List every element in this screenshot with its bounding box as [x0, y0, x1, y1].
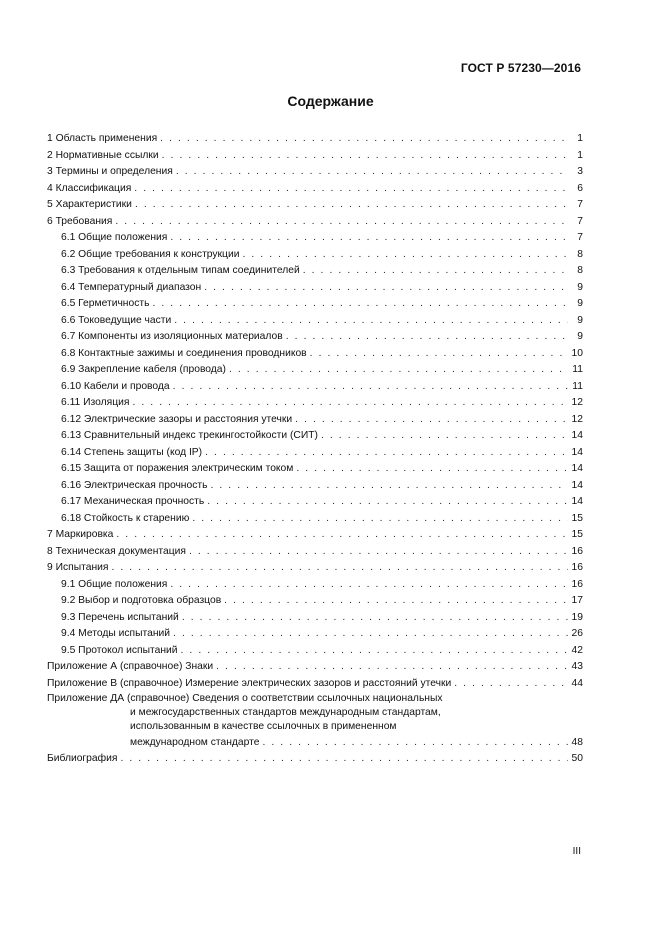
toc-entry-label: Библиография — [47, 753, 118, 764]
toc-entry-page: 14 — [571, 496, 583, 507]
toc-entry[interactable] — [47, 247, 583, 264]
toc-entry-label: 9.4 Методы испытаний — [61, 628, 171, 639]
toc-entry-page: 44 — [571, 677, 583, 689]
toc-entry[interactable] — [47, 626, 583, 643]
toc-entry[interactable] — [47, 461, 583, 478]
toc-entry-page: 42 — [571, 644, 583, 656]
dot-leader — [205, 445, 568, 462]
toc-entry-label: 2 Нормативные ссылки — [47, 149, 159, 161]
toc-entry[interactable] — [47, 494, 583, 511]
toc-entry-label: 6.17 Механическая прочность — [61, 496, 205, 507]
dot-leader — [454, 676, 568, 693]
toc-entry-page: 7 — [577, 232, 583, 243]
toc-entry[interactable] — [47, 577, 583, 594]
dot-leader — [224, 593, 568, 610]
toc-entry-label: 6.6 Токоведущие части — [61, 314, 172, 326]
toc-entry-label: 6.14 Степень защиты (код IP) — [61, 446, 203, 458]
toc-entry-label: 9.3 Перечень испытаний — [61, 611, 179, 623]
toc-entry[interactable] — [47, 362, 583, 379]
toc-entry-page: 6 — [577, 182, 583, 194]
toc-entry[interactable] — [47, 511, 583, 528]
toc-entry-page: 19 — [571, 611, 583, 623]
toc-entry[interactable] — [47, 329, 583, 346]
toc-entry-page: 16 — [571, 562, 583, 573]
table-of-contents — [47, 131, 583, 768]
dot-leader — [134, 181, 568, 198]
toc-entry-page: 14 — [571, 479, 583, 491]
toc-entry-page: 9 — [577, 281, 583, 293]
toc-entry[interactable] — [47, 313, 583, 330]
toc-entry-page: 14 — [571, 463, 583, 474]
toc-entry[interactable] — [47, 164, 583, 181]
toc-entry-page: 16 — [571, 578, 583, 590]
dot-leader — [207, 494, 568, 511]
dot-leader — [116, 527, 568, 544]
toc-entry-label: 6.13 Сравнительный индекс трекингостойкости (СИТ) — [61, 430, 318, 441]
toc-entry-page: 43 — [571, 661, 583, 672]
toc-entry[interactable] — [47, 659, 583, 676]
toc-entry-multiline[interactable] — [47, 692, 583, 751]
toc-entry-label: 6.2 Общие требования к конструкции — [61, 248, 240, 260]
dot-leader — [296, 461, 568, 478]
toc-entry[interactable] — [47, 527, 583, 544]
toc-entry-page: 11 — [572, 380, 583, 392]
toc-entry-line — [47, 734, 583, 751]
toc-entry-page: 3 — [577, 166, 583, 177]
toc-entry-label: 4 Классификация — [47, 182, 132, 194]
toc-entry-page: 8 — [577, 248, 583, 260]
dot-leader — [135, 197, 568, 214]
toc-entry[interactable] — [47, 263, 583, 280]
toc-entry-label: 6.4 Температурный диапазон — [61, 281, 202, 293]
toc-entry-label: 3 Термины и определения — [47, 166, 173, 177]
toc-entry-label: 6.9 Закрепление кабеля (провода) — [61, 364, 226, 375]
toc-entry-label: 1 Область применения — [47, 133, 158, 144]
toc-entry-label: 7 Маркировка — [47, 529, 114, 540]
toc-entry-page: 9 — [577, 331, 583, 342]
toc-entry-line — [47, 706, 583, 720]
toc-entry[interactable] — [47, 643, 583, 660]
dot-leader — [303, 263, 568, 280]
toc-entry-line — [47, 692, 583, 706]
toc-entry[interactable] — [47, 395, 583, 412]
toc-entry-page: 14 — [571, 430, 583, 441]
toc-entry[interactable] — [47, 148, 583, 165]
toc-entry-label: использованным в качестве ссылочных в примененном — [130, 721, 397, 732]
toc-entry[interactable] — [47, 346, 583, 363]
toc-entry-label: 6.12 Электрические зазоры и расстояния утечки — [61, 413, 293, 425]
dot-leader — [216, 659, 568, 676]
dot-leader — [111, 560, 568, 577]
document-number: ГОСТ Р 57230—2016 — [460, 61, 581, 75]
dot-leader — [189, 544, 568, 561]
toc-entry-page: 15 — [571, 512, 583, 524]
page-title: Содержание — [287, 93, 374, 109]
toc-entry-label: и межгосударственных стандартов международным стандартам, — [130, 707, 441, 718]
toc-entry[interactable] — [47, 428, 583, 445]
toc-entry-label: 6.7 Компоненты из изоляционных материалов — [61, 331, 283, 342]
toc-entry-page: 1 — [577, 149, 583, 161]
toc-entry[interactable] — [47, 197, 583, 214]
dot-leader — [310, 346, 568, 363]
toc-entry[interactable] — [47, 676, 583, 693]
toc-entry[interactable] — [47, 544, 583, 561]
toc-entry[interactable] — [47, 379, 583, 396]
toc-entry-label: 5 Характеристики — [47, 199, 132, 210]
toc-entry-label: 6.10 Кабели и провода — [61, 380, 170, 392]
toc-entry[interactable] — [47, 131, 583, 148]
toc-entry[interactable] — [47, 412, 583, 429]
dot-leader — [115, 214, 568, 231]
toc-entry-label: 8 Техническая документация — [47, 545, 186, 557]
toc-entry-label: 6.11 Изоляция — [61, 397, 130, 408]
toc-entry-label: 6.8 Контактные зажимы и соединения проводников — [61, 347, 307, 359]
dot-leader — [132, 395, 568, 412]
toc-entry-label: 9.5 Протокол испытаний — [61, 644, 178, 656]
toc-entry-page: 7 — [577, 215, 583, 227]
dot-leader — [182, 610, 568, 627]
toc-entry[interactable] — [47, 181, 583, 198]
toc-entry-label: 6 Требования — [47, 215, 113, 227]
toc-entry[interactable] — [47, 610, 583, 627]
toc-entry-label: 6.5 Герметичность — [61, 298, 150, 309]
toc-entry-label: 6.1 Общие положения — [61, 232, 168, 243]
toc-entry-page: 7 — [577, 199, 583, 210]
dot-leader — [173, 379, 568, 396]
toc-entry-page: 17 — [571, 595, 583, 606]
toc-entry[interactable] — [47, 230, 583, 247]
dot-leader — [170, 230, 568, 247]
dot-leader — [170, 577, 568, 594]
toc-entry-label: 9.1 Общие положения — [61, 578, 168, 590]
dot-leader — [173, 626, 568, 643]
dot-leader — [162, 148, 568, 165]
dot-leader — [120, 751, 568, 768]
dot-leader — [262, 734, 568, 751]
toc-entry-label: 9.2 Выбор и подготовка образцов — [61, 595, 222, 606]
toc-entry-page: 8 — [577, 265, 583, 276]
dot-leader — [181, 643, 568, 660]
toc-entry-label: 6.16 Электрическая прочность — [61, 479, 208, 491]
toc-entry[interactable] — [47, 445, 583, 462]
dot-leader — [152, 296, 568, 313]
toc-entry-page: 1 — [577, 133, 583, 144]
dot-leader — [210, 478, 568, 495]
toc-entry[interactable] — [47, 560, 583, 577]
toc-entry-page: 11 — [572, 364, 583, 375]
dot-leader — [174, 313, 568, 330]
toc-entry-label: Приложение ДА (справочное) Сведения о соответствии ссылочных национальных — [47, 693, 443, 704]
toc-entry-page: 26 — [571, 628, 583, 639]
toc-entry-page: 14 — [571, 446, 583, 458]
toc-entry-page: 10 — [571, 347, 583, 359]
toc-entry[interactable] — [47, 751, 583, 768]
toc-entry[interactable] — [47, 593, 583, 610]
toc-entry-label: Приложение А (справочное) Знаки — [47, 661, 214, 672]
toc-entry[interactable] — [47, 296, 583, 313]
toc-entry-label: 6.18 Стойкость к старению — [61, 512, 190, 524]
toc-entry-page: 50 — [571, 753, 583, 764]
dot-leader — [176, 164, 568, 181]
toc-entry-page: 12 — [571, 413, 583, 425]
toc-entry-line — [47, 720, 583, 734]
dot-leader — [229, 362, 568, 379]
toc-entry-page: 15 — [571, 529, 583, 540]
toc-entry-page: 48 — [571, 737, 583, 748]
toc-entry-label: международном стандарте — [130, 737, 260, 748]
toc-entry-page: 9 — [577, 298, 583, 309]
dot-leader — [286, 329, 568, 346]
toc-entry-label: 6.15 Защита от поражения электрическим током — [61, 463, 294, 474]
dot-leader — [192, 511, 568, 528]
toc-entry-label: Приложение В (справочное) Измерение электрических зазоров и расстояний утечки — [47, 677, 452, 689]
page-number: III — [572, 846, 581, 857]
dot-leader — [242, 247, 568, 264]
toc-entry[interactable] — [47, 478, 583, 495]
toc-entry-label: 9 Испытания — [47, 562, 109, 573]
toc-entry-page: 12 — [571, 397, 583, 408]
dot-leader — [204, 280, 568, 297]
dot-leader — [321, 428, 568, 445]
toc-entry[interactable] — [47, 214, 583, 231]
dot-leader — [295, 412, 568, 429]
toc-entry[interactable] — [47, 280, 583, 297]
toc-entry-page: 16 — [571, 545, 583, 557]
toc-entry-label: 6.3 Требования к отдельным типам соединителей — [61, 265, 300, 276]
toc-entry-page: 9 — [577, 314, 583, 326]
dot-leader — [160, 131, 568, 148]
